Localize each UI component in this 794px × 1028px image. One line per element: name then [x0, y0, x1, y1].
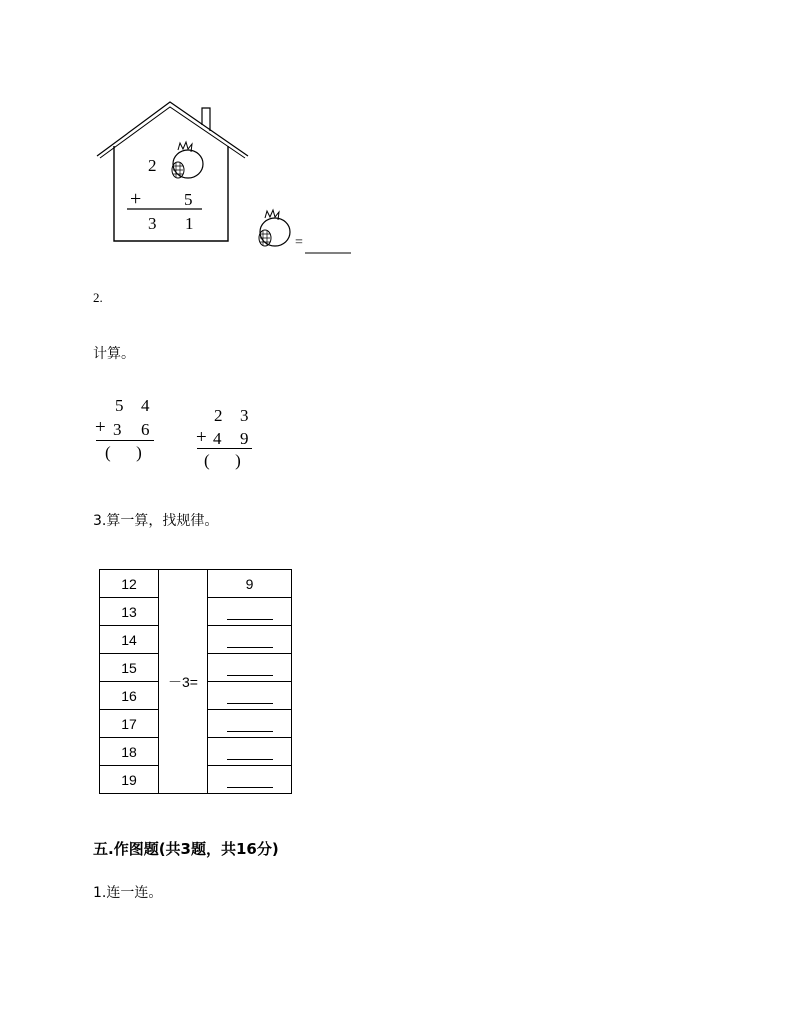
row-left-value: 12 — [100, 570, 159, 598]
house-figure — [92, 98, 362, 263]
calc1-answer: ( ) — [105, 443, 142, 462]
calc1-bottom-ones: 6 — [141, 420, 150, 439]
question-5-1-title: 1.连一连。 — [93, 885, 163, 901]
row-left-value: 18 — [100, 738, 159, 766]
calc2-bottom-ones: 9 — [240, 429, 249, 448]
row-left-value: 14 — [100, 626, 159, 654]
house-addend-bottom: 5 — [184, 190, 193, 209]
answer-blank[interactable] — [227, 661, 273, 676]
row-left-value: 15 — [100, 654, 159, 682]
calc2-bottom-tens: 4 — [213, 429, 222, 448]
answer-blank[interactable] — [227, 745, 273, 760]
calc2-top-ones: 3 — [240, 406, 249, 425]
house-equals: = — [295, 235, 303, 250]
vertical-calc-2 — [196, 406, 266, 476]
section-5-heading: 五.作图题(共3题，共16分) — [93, 840, 279, 858]
house-addend-top: 2 — [148, 156, 157, 175]
question-2-number: 2. — [93, 290, 103, 305]
answer-blank[interactable] — [227, 773, 273, 788]
calc1-operator: + — [95, 417, 106, 438]
house-sum-ones: 1 — [185, 214, 194, 233]
answer-cell — [208, 654, 292, 682]
operation-cell: －3= — [159, 570, 208, 794]
answer-blank[interactable] — [227, 717, 273, 732]
calc1-rule — [96, 440, 154, 441]
answer-cell — [208, 626, 292, 654]
question-3-title: 3.算一算，找规律。 — [93, 513, 219, 529]
house-operator: + — [130, 188, 142, 210]
house-sum-tens: 3 — [148, 214, 157, 233]
answer-cell — [208, 710, 292, 738]
row-left-value: 17 — [100, 710, 159, 738]
calc1-bottom-tens: 3 — [113, 420, 122, 439]
answer-blank[interactable] — [227, 633, 273, 648]
answer-cell — [208, 598, 292, 626]
row-left-value: 19 — [100, 766, 159, 794]
pomegranate-icon — [172, 142, 203, 178]
calc2-operator: + — [196, 427, 207, 448]
calc1-top-ones: 4 — [141, 396, 150, 415]
table-row — [100, 570, 292, 598]
house-drawing — [92, 98, 362, 263]
answer-cell — [208, 766, 292, 794]
calc1-top-tens: 5 — [115, 396, 124, 415]
answer-blank[interactable] — [227, 689, 273, 704]
pattern-table — [99, 569, 292, 794]
calc2-top-tens: 2 — [214, 406, 223, 425]
row-left-value: 13 — [100, 598, 159, 626]
pomegranate-icon — [259, 210, 290, 246]
row-right-value: 9 — [208, 570, 292, 598]
question-2-instruction: 计算。 — [93, 346, 135, 362]
row-left-value: 16 — [100, 682, 159, 710]
calc2-rule — [197, 448, 252, 449]
calc2-answer: ( ) — [204, 451, 241, 470]
vertical-calc-1 — [95, 396, 165, 466]
answer-cell — [208, 738, 292, 766]
answer-blank[interactable] — [227, 605, 273, 620]
answer-cell — [208, 682, 292, 710]
